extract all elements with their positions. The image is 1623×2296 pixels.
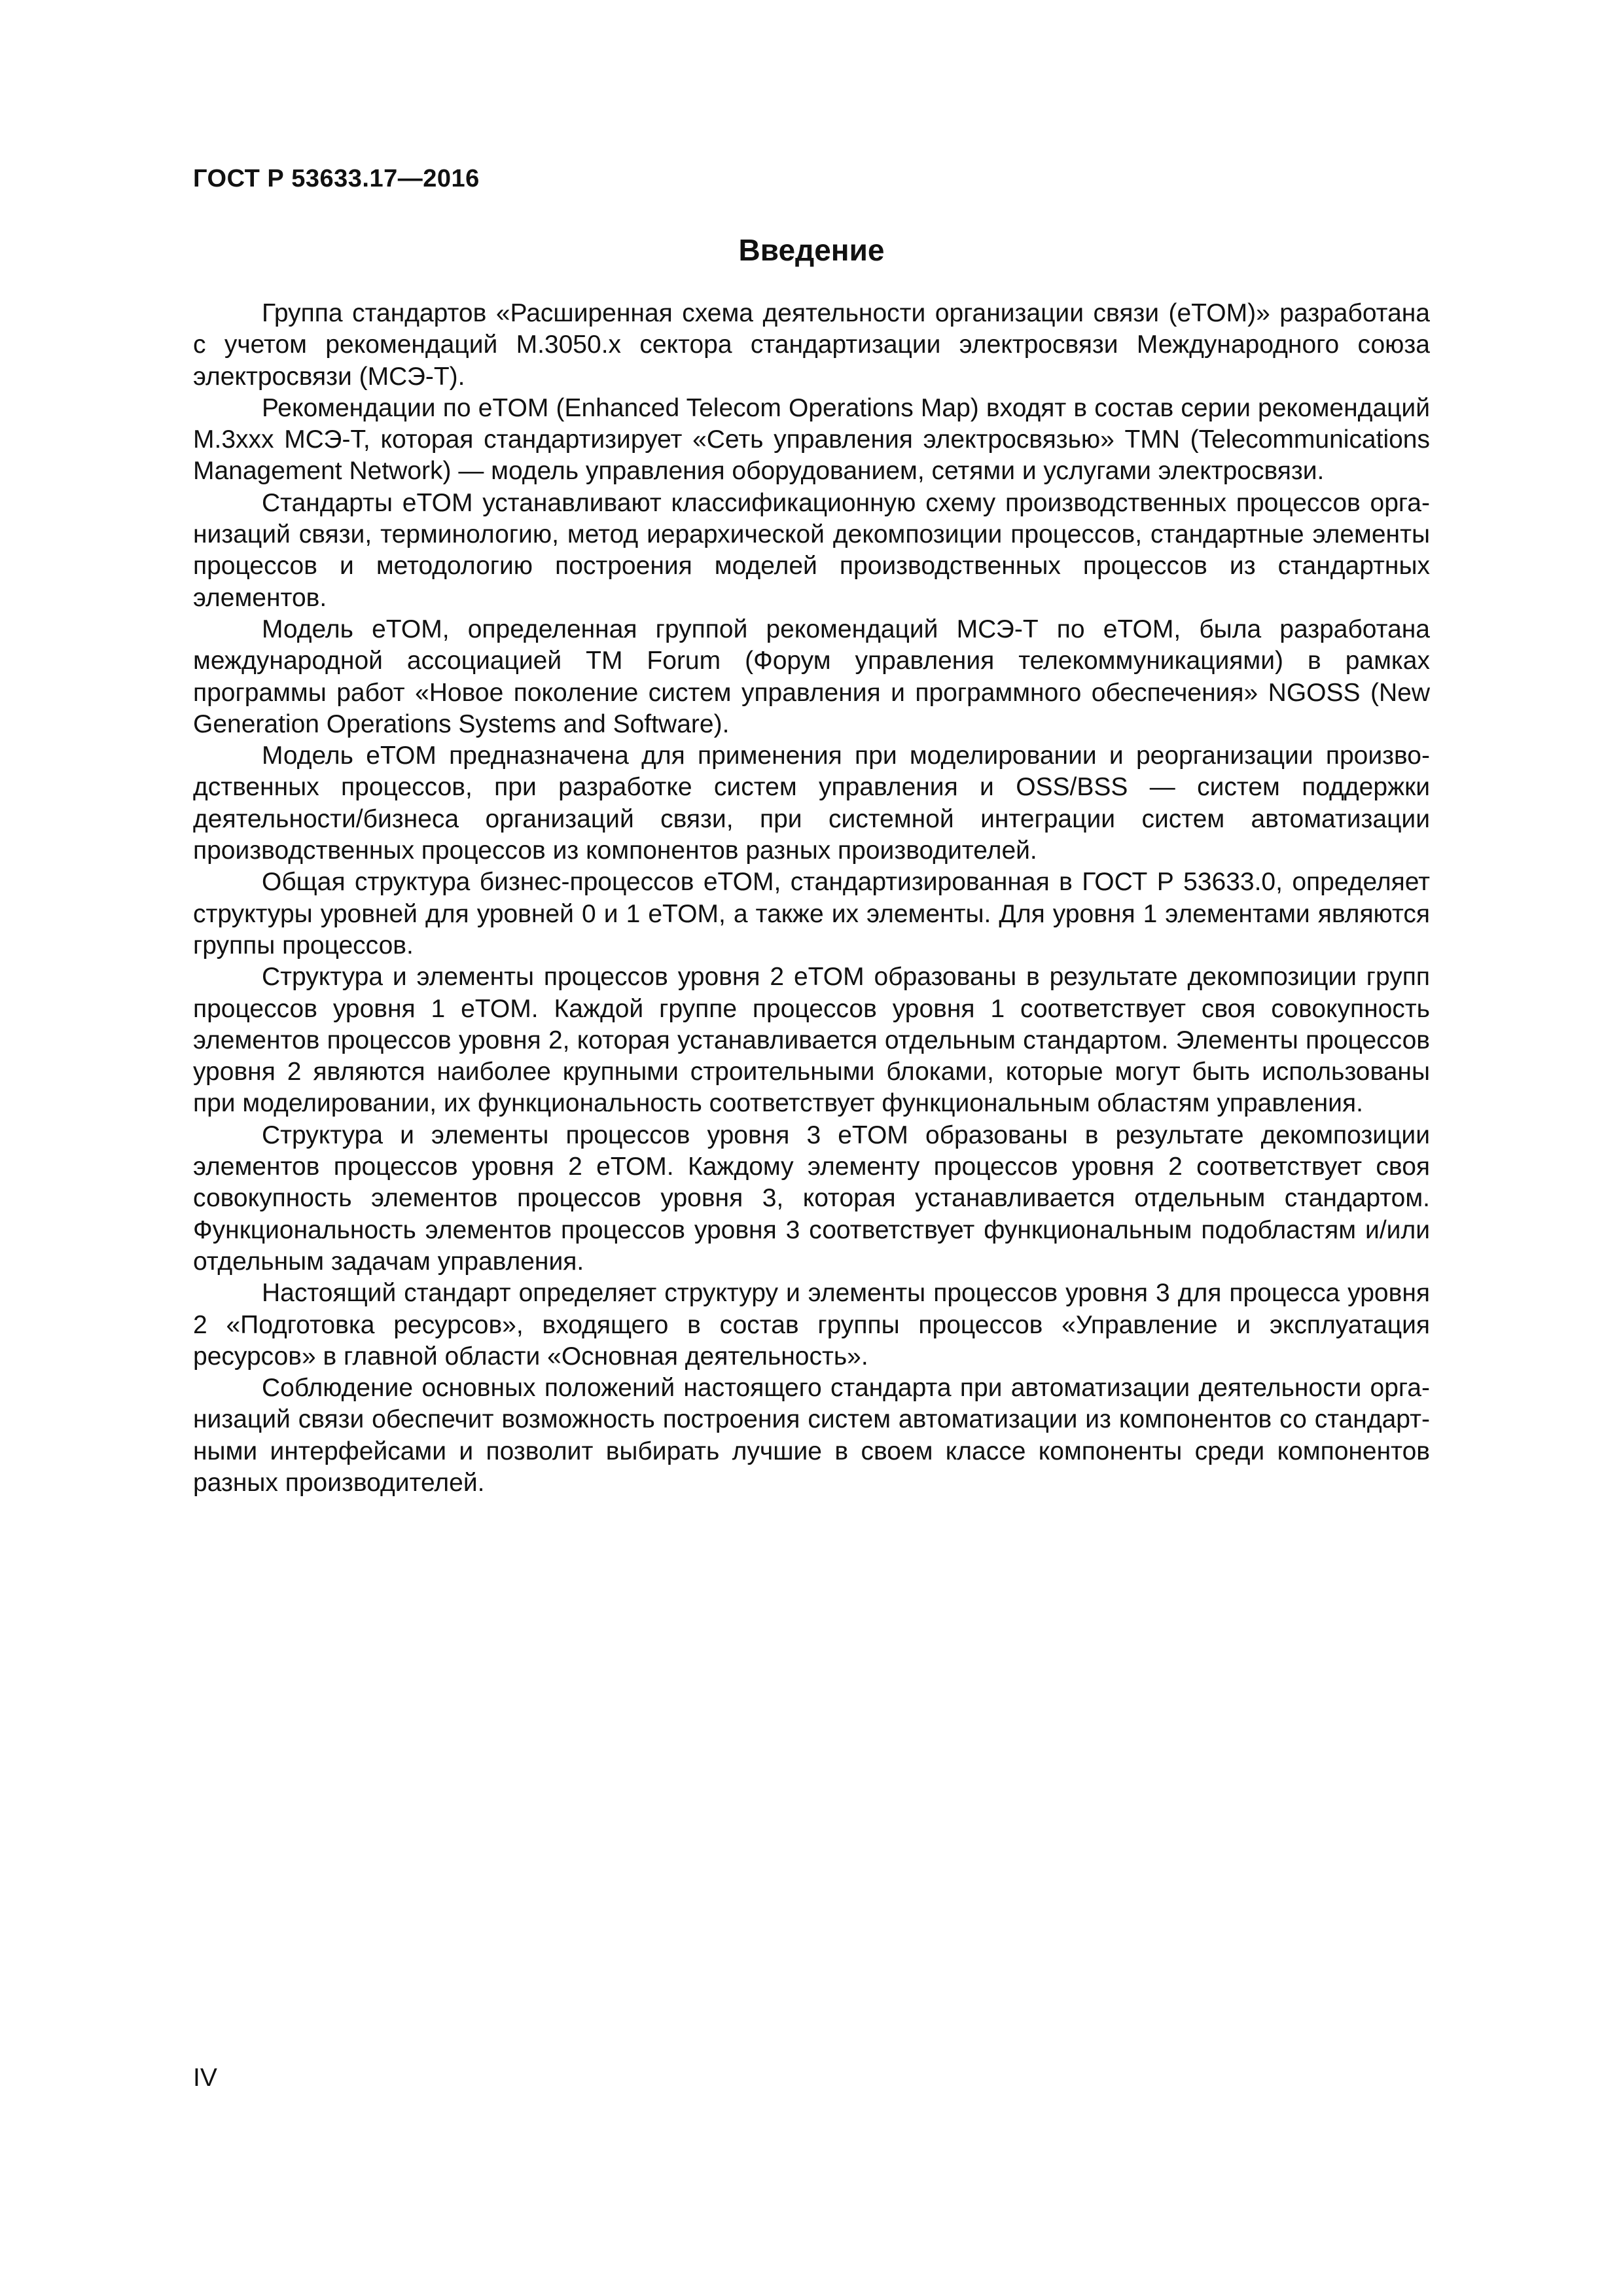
paragraph: Общая структура бизнес-процессов eTOM, стандартизированная в ГОСТ Р 53633.0, определяет структуры уровней для уровней 0 и 1 eTOM, а также их элементы. Для уровня 1 элементами являются группы процессов.	[193, 868, 1430, 960]
paragraph: Настоящий стандарт определяет структуру и элементы процессов уровня 3 для процесса уровня 2 «Подготовка ресурсов», входящего в состав группы процессов «Управление и эксплуатация ресурсов» в главной области «Основная деятельность».	[193, 1279, 1430, 1371]
paragraph: Группа стандартов «Расширенная схема деятельности организации связи (eTOM)» разработана с учетом рекомендаций М.3050.x сектора стандартизации электросвязи Международного союза электросвязи (МСЭ-Т).	[193, 299, 1430, 391]
paragraph: Модель eTOM, определенная группой рекомендаций МСЭ-Т по eTOM, была разработана международной ассоциацией TM Forum (Форум управления телекоммуникациями) в рамках программы работ «Новое поколение систем управления и программного обеспечения» NGOSS (New Generation Operations Systems and Software).	[193, 615, 1430, 738]
paragraph: Стандарты eTOM устанавливают классификационную схему производственных процессов организаций связи, терминологию, метод иерархической декомпозиции процессов, стандартные элементы процессов и методологию построения моделей производственных процессов из стандартных элементов.	[193, 488, 1430, 612]
section-title: Введение	[738, 233, 885, 267]
paragraph: Соблюдение основных положений настоящего стандарта при автоматизации деятельности организаций связи обеспечит возможность построения систем автоматизации из компонентов со стандартными интерфейсами и позволит выбирать лучшие в своем классе компоненты среди компонентов разных производителей.	[193, 1374, 1430, 1497]
body-text	[193, 298, 1430, 1499]
paragraph: Структура и элементы процессов уровня 2 eTOM образованы в результате декомпозиции групп процессов уровня 1 eTOM. Каждой группе процессов уровня 1 соответствует своя совокупность элементов процессов уровня 2, которая устанавливается отдельным стандартом. Элементы процессов уровня 2 являются наиболее крупными строительными блоками, которые могут быть использованы при моделировании, их функциональность соответствует функциональным областям управления.	[193, 963, 1430, 1118]
page-number: IV	[193, 2064, 217, 2092]
paragraph: Структура и элементы процессов уровня 3 eTOM образованы в результате декомпозиции элементов процессов уровня 2 eTOM. Каждому элементу процессов уровня 2 соответствует своя совокупность элементов процессов уровня 3, которая устанавливается отдельным стандартом. Функциональность элементов процессов уровня 3 соответствует функциональным подобластям и/или отдельным задачам управления.	[193, 1121, 1430, 1276]
document-code: ГОСТ Р 53633.17—2016	[193, 165, 480, 192]
paragraph: Рекомендации по eTOM (Enhanced Telecom Operations Map) входят в состав серии рекомендаций М.3ххх МСЭ-Т, которая стандартизирует «Сеть управления электросвязью» TMN (Telecommunications Management Network) — модель управления оборудованием, сетями и услугами электросвязи.	[193, 393, 1430, 486]
paragraph: Модель eTOM предназначена для применения при моделировании и реорганизации производственных процессов, при разработке систем управления и OSS/BSS — систем поддержки деятельности/бизнеса организаций связи, при системной интеграции систем автоматизации производственных процессов из компонентов разных производителей.	[193, 742, 1430, 865]
